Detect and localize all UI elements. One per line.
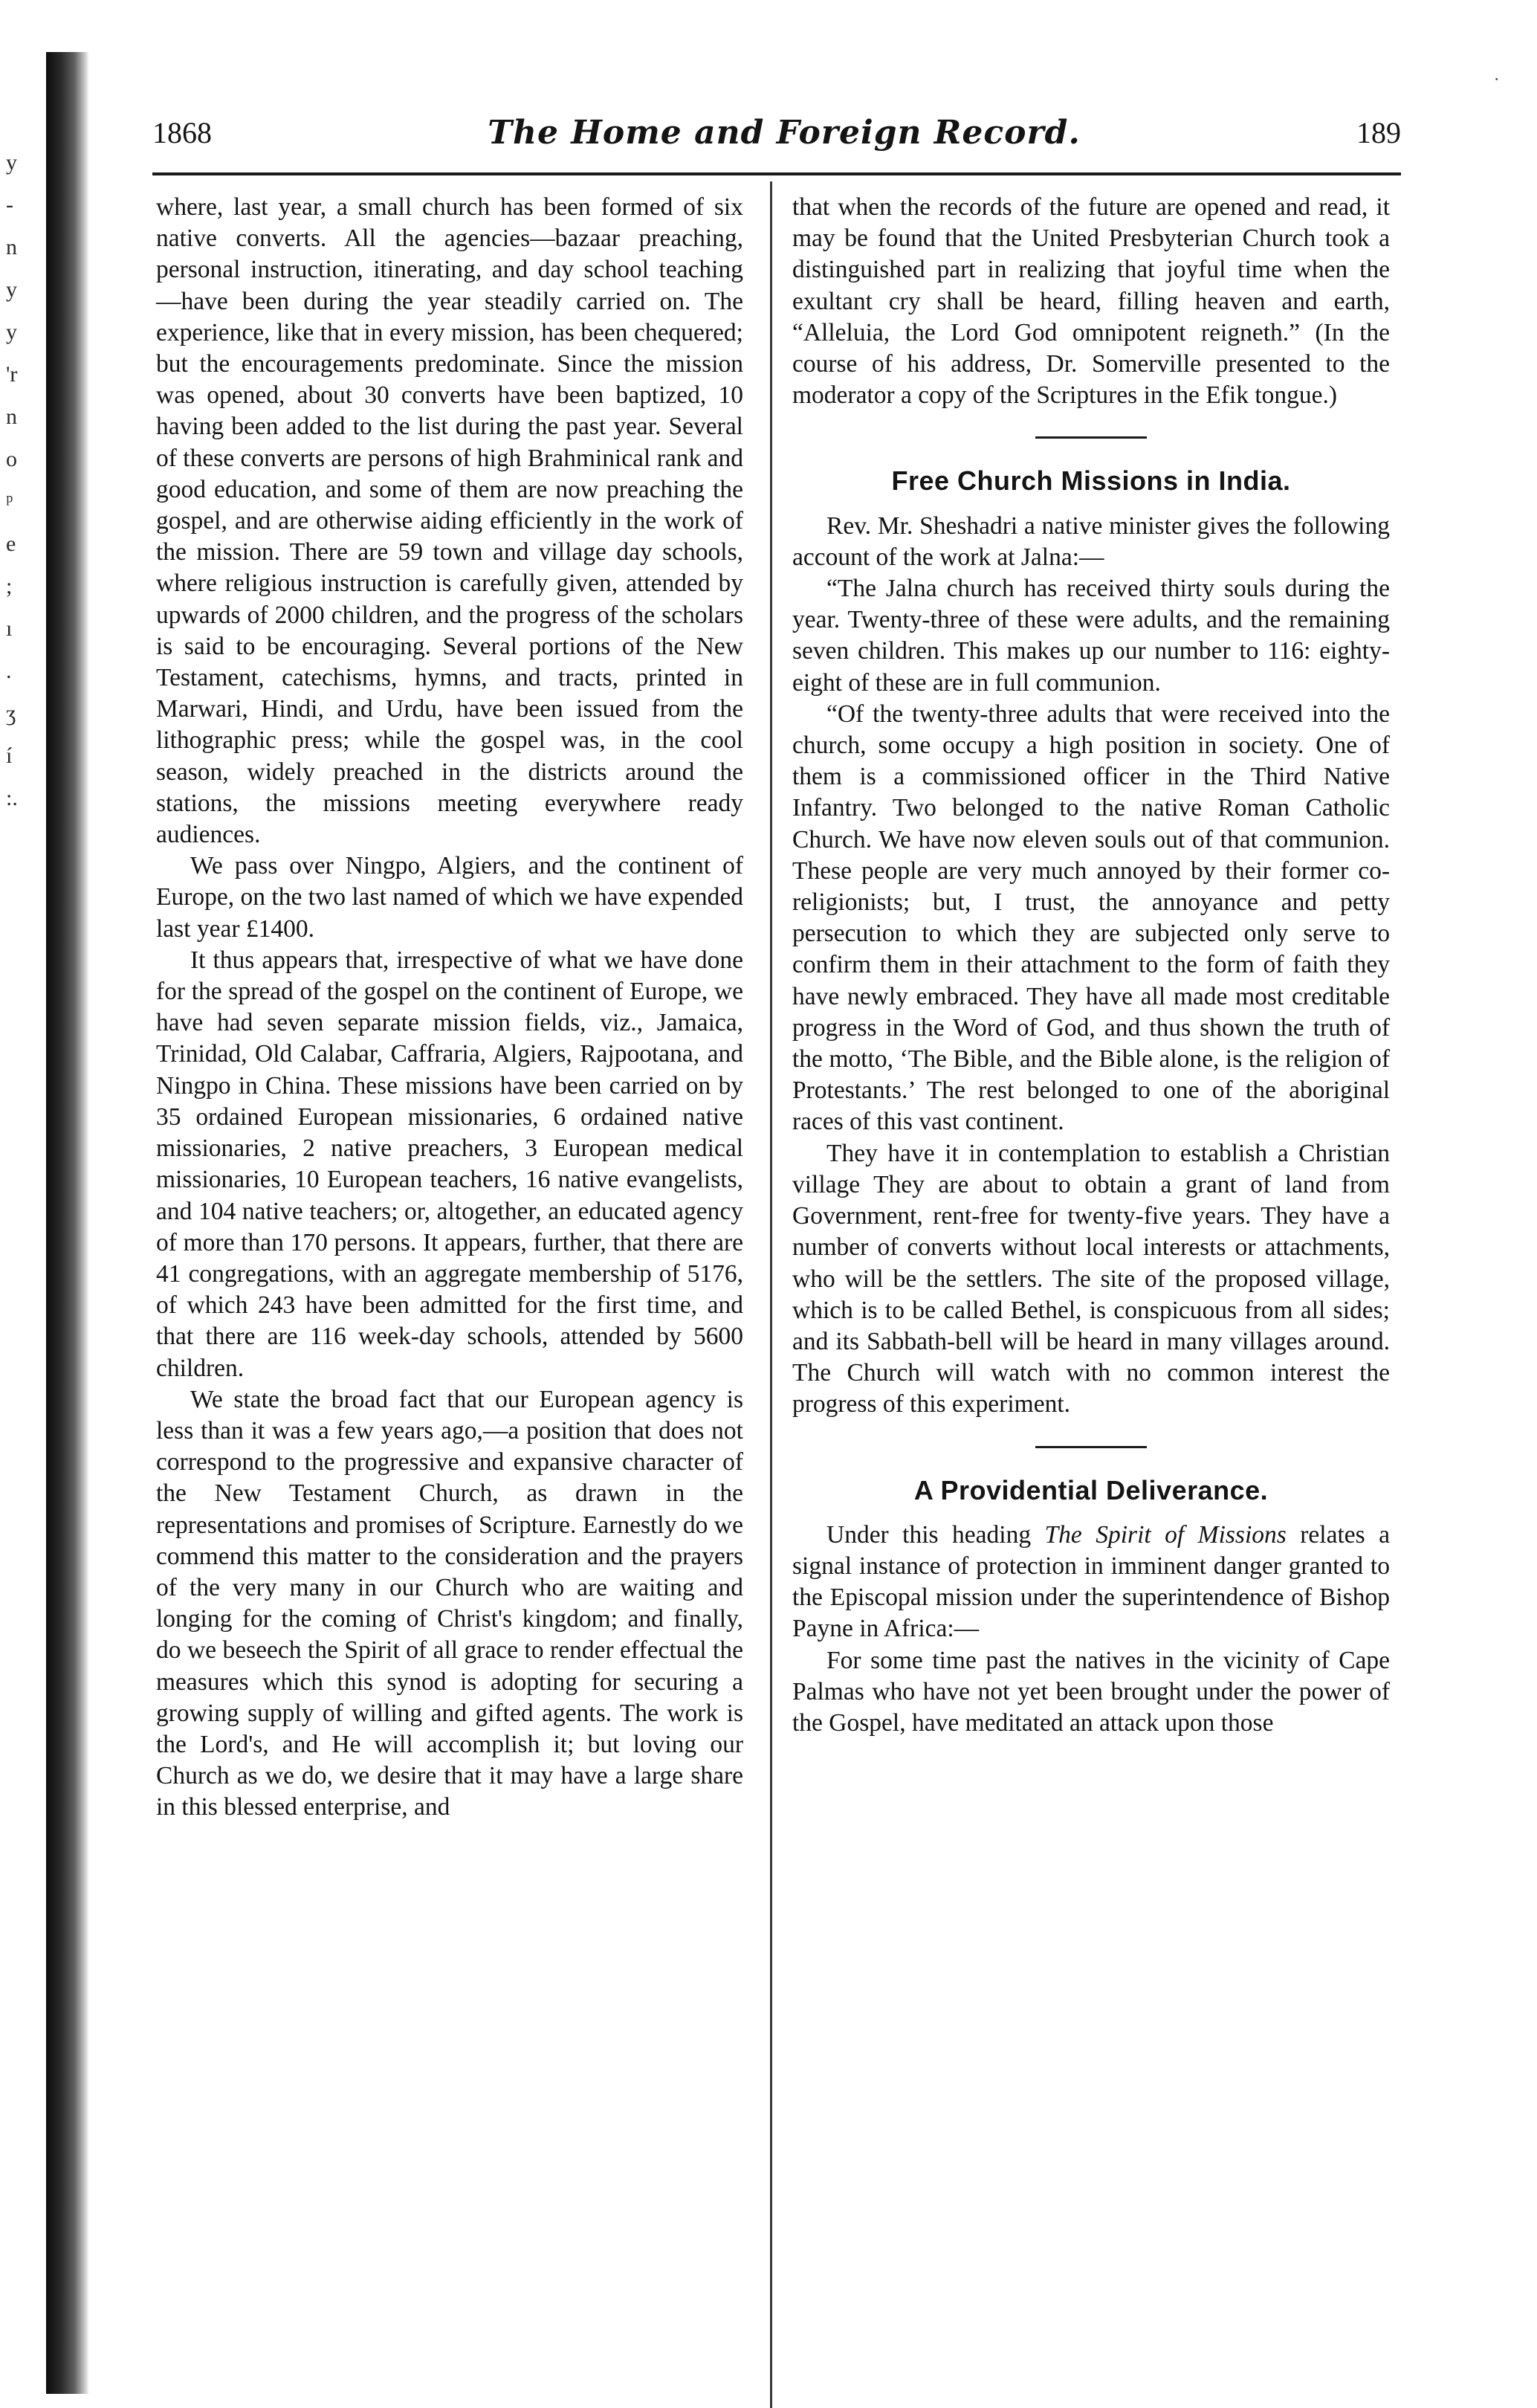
column-divider <box>770 181 772 2408</box>
publication-title: The Spirit of Missions <box>1044 1520 1287 1549</box>
margin-char: y <box>6 150 17 175</box>
paragraph: We pass over Ningpo, Algiers, and the continent of Europe, on the two last named of which we have expended last year £1400. <box>156 852 743 943</box>
paragraph: It thus appears that, irrespective of what we have done for the spread of the gospel on the continent of Europe, we have had seven separate mission fields, viz., Jamaica, Trinidad, Old Calabar, Caffraria, Algiers, Rajpootana, and Ningpo in China. These missions have been carried on by 35 ordained European missionaries, 6 ordained native missionaries, 2 native preachers, 3 European medical missionaries, 10 European teachers, 16 native evangelists, and 104 native teachers; or, altogether, an educated agency of more than 170 persons. It appears, further, that there are 41 congregations, with an aggregate membership of 5176, of which 243 have been admitted for the first time, and that there are 116 week-day schools, attended by 5600 children. <box>156 946 743 1382</box>
paragraph: We state the broad fact that our European agency is less than it was a few years ago,—a position that does not correspond to the progressive and expansive character of the New Testament Church, as drawn in the representations and promises of Scripture. Earnestly do we commend this matter to the consideration and the prayers of the very many in our Church who are waiting and longing for the coming of Christ's kingdom; and finally, do we beseech the Spirit of all grace to render effectual the measures which this synod is adopting for securing a growing supply of willing and gifted agents. The work is the Lord's, and He will accomplish it; but loving our Church as we do, we desire that it may have a large share in this blessed enterprise, and <box>156 1385 743 1821</box>
margin-char: . <box>6 659 12 683</box>
page-number: 189 <box>1356 115 1401 149</box>
left-column <box>156 192 743 1824</box>
text-run: Under this heading <box>826 1520 1045 1549</box>
margin-characters <box>6 141 36 819</box>
margin-char: n <box>6 235 17 259</box>
margin-char: ʒ <box>6 701 16 726</box>
journal-title: The Home and Foreign Record. <box>488 113 1081 152</box>
paragraph: where, last year, a small church has been formed of six native converts. All the agencies—bazaar preaching, personal instruction, itinerating, and day school teaching—have been during the year steadily carried on. The experience, like that in every mission, has been chequered; but the encouragements predominate. Since the mission was opened, about 30 converts have been baptized, 10 having been added to the list during the past year. Several of these converts are persons of high Brahminical rank and good education, and some of them are now preaching the gospel, and are otherwise aiding efficiently in the work of the mission. There are 59 town and village day schools, where religious instruction is carefully given, attended by upwards of 2000 children, and the progress of the scholars is said to be encouraging. Several portions of the New Testament, catechisms, hymns, and tracts, printed in Marwari, Hindi, and Urdu, have been issued from the lithographic press; while the gospel was, in the cool season, widely preached in the districts around the stations, the missions meeting everywhere ready audiences. <box>156 193 743 849</box>
section-rule <box>1035 436 1147 439</box>
section-heading-providential: A Providential Deliverance. <box>913 1474 1269 1505</box>
paragraph: Rev. Mr. Sheshadri a native minister gives the following account of the work at Jalna:— <box>792 511 1390 571</box>
margin-char: ᵖ <box>6 489 13 514</box>
margin-char: o <box>6 447 17 471</box>
page-header <box>152 103 1401 162</box>
margin-char: n <box>6 404 17 429</box>
section-rule <box>1035 1446 1147 1448</box>
paragraph: For some time past the natives in the vicinity of Cape Palmas who have not yet been brought under the power of the Gospel, have meditated an attack upon those <box>792 1646 1390 1737</box>
corner-mark: · <box>1493 68 1500 90</box>
margin-char: :. <box>6 786 18 810</box>
section-heading-free-church: Free Church Missions in India. <box>891 465 1291 497</box>
paragraph: “Of the twenty-three adults that were received into the church, some occupy a high position in society. One of them is a commissioned officer in the Third Native Infantry. Two belonged to the native Roman Catholic Church. We have now eleven souls out of that communion. These people are very much annoyed by their former co-religionists; but, I trust, the annoyance and petty persecution to which they are subjected only serve to confirm them in their attachment to the form of faith they have newly embraced. They have all made most creditable progress in the Word of God, and thus shown the truth of the motto, ‘The Bible, and the Bible alone, is the religion of Protestants.’ The rest belonged to one of the aboriginal races of this vast continent. <box>792 700 1390 1136</box>
header-rule <box>152 172 1401 175</box>
paragraph <box>792 1520 1390 1645</box>
margin-char: y <box>6 277 17 302</box>
paragraph: “The Jalna church has received thirty souls during the year. Twenty-three of these were adults, and the remaining seven children. This makes up our number to 116: eighty-eight of these are in full communion. <box>792 575 1390 697</box>
margin-char: 'r <box>6 362 18 387</box>
margin-char: ı <box>6 616 13 641</box>
binding-shadow <box>46 52 89 2394</box>
paragraph: that when the records of the future are opened and read, it may be found that the United Presbyterian Church took a distinguished part in realizing that joyful time when the exultant cry shall be heard, filling heaven and earth, “Alleluia, the Lord God omnipotent reigneth.” (In the course of his address, Dr. Somerville presented to the moderator a copy of the Scriptures in the Efik tongue.) <box>792 193 1390 410</box>
text-run: relates a signal instance of protection in imminent danger granted to the Episcopal mission under the superintendence of Bishop Payne in Africa:— <box>792 1520 1390 1643</box>
right-column <box>792 192 1390 1739</box>
margin-char: y <box>6 320 17 344</box>
paragraph: They have it in contemplation to establish a Christian village They are about to obtain a grant of land from Government, rent-free for twenty-five years. They have a number of converts without local interests or attachments, who will be the settlers. The site of the proposed village, which is to be called Bethel, is conspicuous from all sides; and its Sabbath-bell will be heard in many villages around. The Church will watch with no common interest the progress of this experiment. <box>792 1139 1390 1418</box>
margin-char: ; <box>6 574 13 598</box>
margin-char: e <box>6 532 16 556</box>
margin-char: - <box>6 193 13 217</box>
header-year: 1868 <box>152 115 212 149</box>
margin-char: í <box>6 743 13 768</box>
